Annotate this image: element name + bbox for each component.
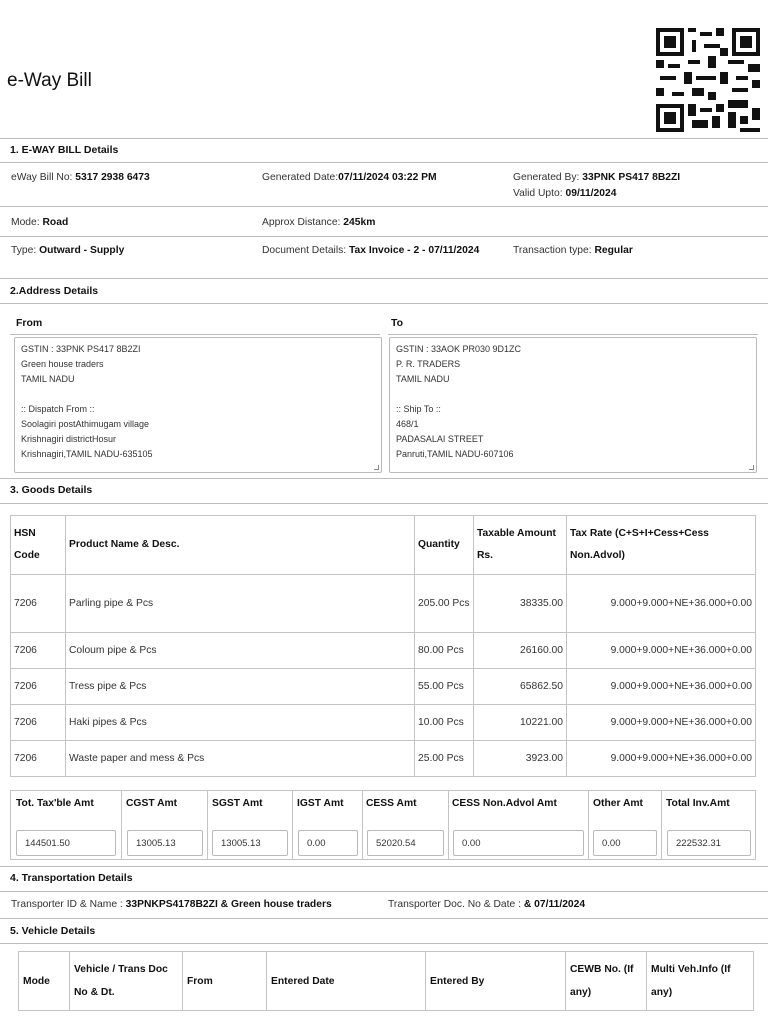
cess-nonadvol-label: CESS Non.Advol Amt [452, 798, 557, 809]
cell-rate: 9.000+9.000+NE+36.000+0.00 [567, 705, 756, 741]
cell-rate: 9.000+9.000+NE+36.000+0.00 [567, 633, 756, 669]
document-details-value: Tax Invoice - 2 - 07/11/2024 [349, 245, 480, 256]
header-hsn: HSN Code [11, 516, 66, 575]
transporter-doc: Transporter Doc. No & Date : & 07/11/2024 [388, 899, 586, 910]
mode: Mode: Road [11, 217, 69, 228]
approx-distance: Approx Distance: 245km [262, 217, 376, 228]
section1-heading: 1. E-WAY BILL Details [10, 144, 119, 156]
cell-amount: 38335.00 [474, 575, 567, 633]
table-row [11, 741, 756, 777]
approx-distance-value: 245km [343, 217, 376, 228]
cell-amount: 3923.00 [474, 741, 567, 777]
to-address-box[interactable] [389, 337, 757, 473]
to-address-text: GSTIN : 33AOK PR030 9D1ZC P. R. TRADERS TAMIL NADU :: Ship To :: 468/1 PADASALAI STREET Panruti,TAMIL NADU-607106 [396, 344, 522, 459]
section3-heading: 3. Goods Details [10, 484, 93, 496]
section5-heading: 5. Vehicle Details [10, 925, 96, 937]
total-inv-field[interactable]: 222532.31 [667, 830, 751, 856]
generated-by: Generated By: 33PNK PS417 8B2ZI [513, 172, 681, 183]
header-entered-by: Entered By [426, 952, 566, 1011]
cell-quantity: 55.00 Pcs [415, 669, 474, 705]
transporter-id: Transporter ID & Name : 33PNKPS4178B2ZI & Green house traders [11, 899, 332, 910]
cess-label: CESS Amt [366, 798, 417, 809]
from-address-text: GSTIN : 33PNK PS417 8B2ZI Green house traders TAMIL NADU :: Dispatch From :: Soolagiri postAthimugam village Krishnagiri districtHosur Krishnagiri,TAMIL NADU-635105 [21, 344, 153, 459]
cell-quantity: 205.00 Pcs [415, 575, 474, 633]
igst-field[interactable]: 0.00 [298, 830, 358, 856]
transporter-id-value: 33PNKPS4178B2ZI & Green house traders [125, 899, 332, 910]
resize-grip-icon[interactable] [374, 465, 379, 470]
cell-amount: 65862.50 [474, 669, 567, 705]
valid-upto: Valid Upto: 09/11/2024 [513, 188, 617, 199]
sgst-label: SGST Amt [212, 798, 263, 809]
header-cewb: CEWB No. (If any) [566, 952, 647, 1011]
table-row [11, 633, 756, 669]
sgst-field[interactable]: 13005.13 [212, 830, 288, 856]
header-taxable-amount: Taxable Amount Rs. [474, 516, 567, 575]
to-label: To [391, 317, 404, 329]
generated-date: Generated Date:07/11/2024 03:22 PM [262, 172, 437, 183]
header-tax-rate: Tax Rate (C+S+I+Cess+Cess Non.Advol) [567, 516, 756, 575]
supply-type: Type: Outward - Supply [11, 245, 125, 256]
cell-hsn: 7206 [11, 705, 66, 741]
transporter-doc-value: & 07/11/2024 [523, 899, 586, 910]
table-row [11, 669, 756, 705]
mode-value: Road [42, 217, 69, 228]
ewb-no: eWay Bill No: 5317 2938 6473 [11, 172, 150, 183]
cgst-field[interactable]: 13005.13 [127, 830, 203, 856]
from-address-box[interactable] [14, 337, 382, 473]
cell-hsn: 7206 [11, 669, 66, 705]
cell-product: Waste paper and mess & Pcs [66, 741, 415, 777]
table-row [11, 705, 756, 741]
valid-upto-value: 09/11/2024 [565, 188, 617, 199]
cell-hsn: 7206 [11, 741, 66, 777]
total-taxable-field[interactable]: 144501.50 [16, 830, 116, 856]
vehicle-table [18, 951, 754, 1011]
section2-heading: 2.Address Details [10, 285, 99, 297]
resize-grip-icon[interactable] [749, 465, 754, 470]
cell-hsn: 7206 [11, 633, 66, 669]
cell-quantity: 25.00 Pcs [415, 741, 474, 777]
header-from: From [183, 952, 267, 1011]
page-title: e-Way Bill [7, 70, 92, 91]
header-multi-veh: Multi Veh.Info (If any) [647, 952, 754, 1011]
cell-quantity: 10.00 Pcs [415, 705, 474, 741]
cell-product: Coloum pipe & Pcs [66, 633, 415, 669]
table-row [11, 575, 756, 633]
cell-hsn: 7206 [11, 575, 66, 633]
cell-product: Haki pipes & Pcs [66, 705, 415, 741]
header-vehicle-doc: Vehicle / Trans Doc No & Dt. [70, 952, 183, 1011]
cell-rate: 9.000+9.000+NE+36.000+0.00 [567, 741, 756, 777]
other-amt-label: Other Amt [593, 798, 643, 809]
cgst-label: CGST Amt [126, 798, 178, 809]
total-inv-label: Total Inv.Amt [666, 798, 730, 809]
total-taxable-label: Tot. Tax'ble Amt [16, 798, 94, 809]
cell-quantity: 80.00 Pcs [415, 633, 474, 669]
cell-product: Tress pipe & Pcs [66, 669, 415, 705]
cell-amount: 10221.00 [474, 705, 567, 741]
generated-by-value: 33PNK PS417 8B2ZI [582, 172, 681, 183]
header-product: Product Name & Desc. [66, 516, 415, 575]
cell-amount: 26160.00 [474, 633, 567, 669]
cell-product: Parling pipe & Pcs [66, 575, 415, 633]
goods-table [10, 515, 756, 777]
supply-type-value: Outward - Supply [39, 245, 125, 256]
cell-rate: 9.000+9.000+NE+36.000+0.00 [567, 575, 756, 633]
transaction-type: Transaction type: Regular [513, 245, 633, 256]
section4-heading: 4. Transportation Details [10, 872, 133, 884]
igst-label: IGST Amt [297, 798, 344, 809]
cell-rate: 9.000+9.000+NE+36.000+0.00 [567, 669, 756, 705]
cess-field[interactable]: 52020.54 [367, 830, 444, 856]
document-details: Document Details: Tax Invoice - 2 - 07/11/2024 [262, 245, 480, 256]
cess-nonadvol-field[interactable]: 0.00 [453, 830, 584, 856]
other-amt-field[interactable]: 0.00 [593, 830, 657, 856]
header-entered-date: Entered Date [267, 952, 426, 1011]
transaction-type-value: Regular [594, 245, 633, 256]
ewb-no-value: 5317 2938 6473 [75, 172, 150, 183]
header-mode: Mode [19, 952, 70, 1011]
qr-code-icon [656, 28, 760, 132]
generated-date-value: 07/11/2024 03:22 PM [338, 172, 437, 183]
header-quantity: Quantity [415, 516, 474, 575]
from-label: From [16, 317, 43, 329]
